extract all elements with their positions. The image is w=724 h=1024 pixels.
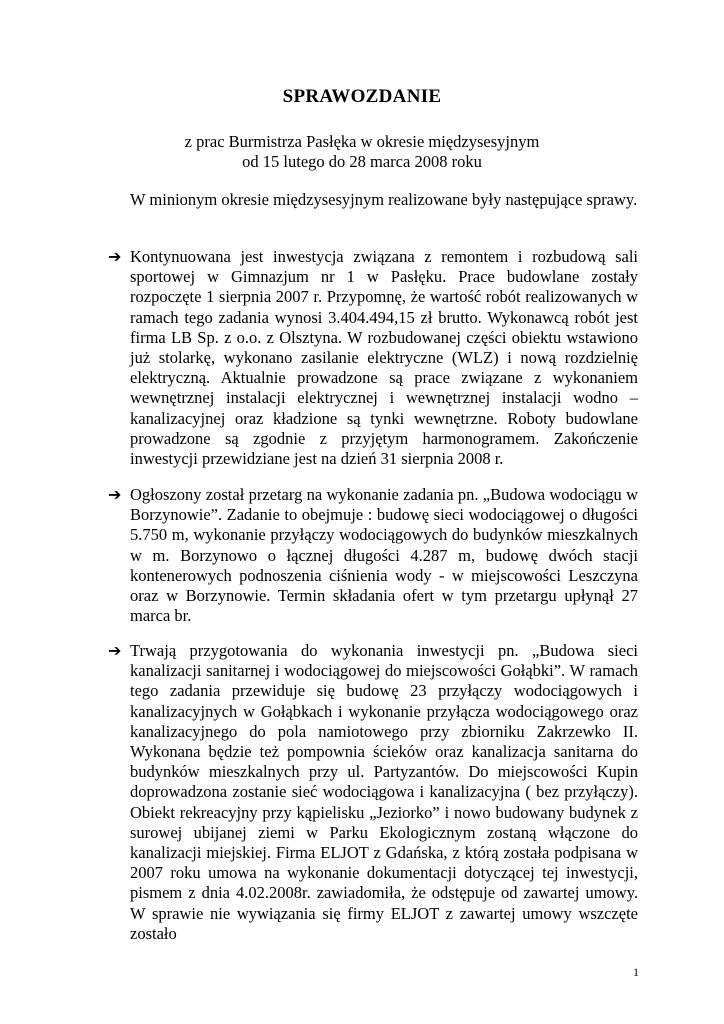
intro-paragraph: W minionym okresie międzysesyjnym realizowane były następujące sprawy. [130, 190, 638, 209]
subtitle-line-1: z prac Burmistrza Pasłęka w okresie międzysesyjnym [184, 132, 540, 151]
arrow-right-icon: ➔ [108, 485, 122, 504]
bullet-item-sewer-golabki [108, 641, 638, 944]
document-title: SPRAWOZDANIE [282, 86, 442, 107]
arrow-right-icon: ➔ [108, 641, 122, 660]
subtitle-line-2: od 15 lutego do 28 marca 2008 roku [242, 152, 482, 171]
bullet-text: Trwają przygotowania do wykonania inwestycji pn. „Budowa sieci kanalizacji sanitarnej i wodociągowej do miejscowości Gołąbki”. W ramach tego zadania przewiduje się budowę 23 przyłączy wodociągowych i kanalizacyjnych w Gołąbkach i wykonanie przyłącza wodociągowego oraz kanalizacyjnego do pola namiotowego przy zbiorniku Zakrzewko II. Wykonana będzie też pompownia ścieków oraz kanalizacja sanitarna do budynków mieszkalnych przy ul. Partyzantów. Do miejscowości Kupin doprowadzona zostanie sieć wodociągowa i kanalizacyjna ( bez przyłączy). Obiekt rekreacyjny przy kąpielisku „Jeziorko” i nowo budowany budynek z surowej ubijanej ziemi w Parku Ekologicznym zostaną włączone do kanalizacji miejskiej. Firma ELJOT z Gdańska, z którą została podpisana w 2007 roku umowa na wykonanie dokumentacji dotyczącej tej inwestycji, pismem z dnia 4.02.2008r. zawiadomiła, że odstępuje od zawartej umowy. W sprawie nie wywiązania się firmy ELJOT z zawartej umowy wszczęte zostało [130, 641, 638, 943]
document-subtitle [0, 132, 724, 172]
bullet-text: Ogłoszony został przetarg na wykonanie zadania pn. „Budowa wodociągu w Borzynowie”. Zadanie to obejmuje : budowę sieci wodociągowej o długości 5.750 m, wykonanie przyłączy wodociągowych do budynków mieszkalnych w m. Borzynowo o łącznej długości 4.287 m, budowę dwóch stacji kontenerowych podnoszenia ciśnienia wody - w miejscowości Leszczyna oraz w Borzynowie. Termin składania ofert w tym przetargu upłynął 27 marca br. [130, 485, 638, 626]
arrow-right-icon: ➔ [108, 247, 122, 266]
bullet-item-investment-gymnasium [108, 247, 638, 469]
bullet-text: Kontynuowana jest inwestycja związana z remontem i rozbudową sali sportowej w Gimnazjum nr 1 w Pasłęku. Prace budowlane zostały rozpoczęte 1 sierpnia 2007 r. Przypomnę, że wartość robót realizowanych w ramach tego zadania wynosi 3.404.494,15 zł brutto. Wykonawcą robót jest firma LB Sp. z o.o. z Olsztyna. W rozbudowanej części obiektu wstawiono już stolarkę, wykonano zasilanie elektryczne (WLZ) i nową rozdzielnię elektryczną. Aktualnie prowadzone są prace związane z wykonaniem wewnętrznej instalacji elektrycznej i wewnętrznej instalacji wodno – kanalizacyjnej oraz kładzione są tynki wewnętrzne. Roboty budowlane prowadzone są zgodnie z przyjętym harmonogramem. Zakończenie inwestycji przewidziane jest na dzień 31 sierpnia 2008 r. [130, 247, 638, 469]
bullet-item-tender-borzynowo [108, 485, 638, 626]
page-number: 1 [633, 965, 639, 979]
